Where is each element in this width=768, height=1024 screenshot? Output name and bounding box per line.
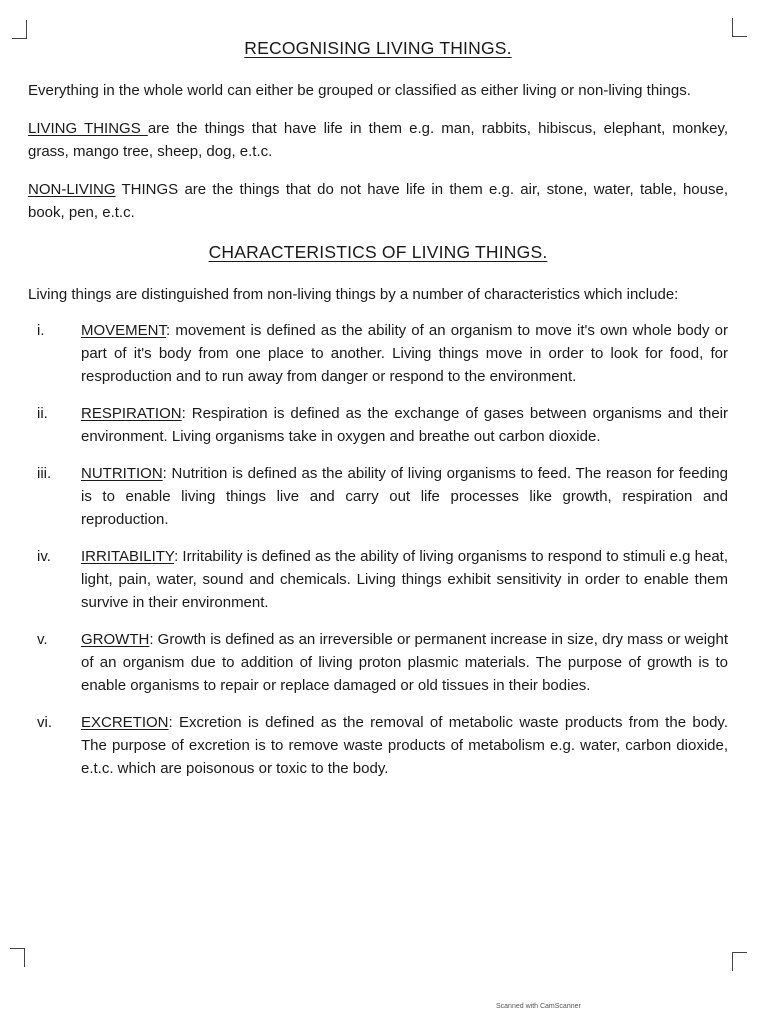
list-item-term: GROWTH [81, 631, 150, 648]
list-item-text: : Nutrition is defined as the ability of living organisms to feed. The reason for feeding is to enable living things live and carry out life processes like growth, respiration and reproduction. [81, 465, 728, 528]
list-item [28, 462, 728, 531]
list-item-body [81, 545, 728, 614]
list-item-body [81, 319, 728, 388]
living-things-text: are the things that have life in them e.g. man, rabbits, hibiscus, elephant, monkey, grass, mango tree, sheep, dog, e.t.c. [28, 120, 728, 160]
list-item-text: : Growth is defined as an irreversible or permanent increase in size, dry mass or weight of an organism due to addition of living proton plasmic materials. The purpose of growth is to enable organisms to repair or replace damaged or old tissues in their bodies. [81, 631, 728, 694]
section-heading: CHARACTERISTICS OF LIVING THINGS. [208, 242, 548, 262]
living-things-paragraph [28, 117, 728, 163]
scanner-watermark: Scanned with CamScanner [496, 1003, 581, 1010]
list-item-term: MOVEMENT [81, 322, 167, 339]
list-item-term: RESPIRATION [81, 405, 182, 422]
corner-mark-top-right [732, 18, 747, 37]
list-item-term: IRRITABILITY [81, 548, 175, 565]
characteristics-intro: Living things are distinguished from non-living things by a number of characteristics which include: [28, 286, 679, 303]
list-item-text: : movement is defined as the ability of an organism to move it's own whole body or part of it's body from one place to another. Living things move in order to look for food, for resproduction and to run away from danger or respond to the environment. [81, 322, 728, 385]
corner-mark-bottom-left [10, 948, 25, 967]
list-item [28, 545, 728, 614]
characteristics-list [28, 319, 728, 780]
list-item-body [81, 462, 728, 531]
list-item [28, 711, 728, 780]
list-item-number: v. [37, 631, 48, 648]
non-living-text: THINGS are the things that do not have life in them e.g. air, stone, water, table, house, book, pen, e.t.c. [28, 181, 728, 221]
list-item-term: EXCRETION [81, 714, 169, 731]
list-item-body [81, 711, 728, 780]
list-item-text: : Respiration is defined as the exchange of gases between organisms and their environment. Living organisms take in oxygen and breathe out carbon dioxide. [81, 405, 728, 445]
corner-mark-top-left [12, 20, 27, 39]
list-item-body [81, 402, 728, 448]
corner-mark-bottom-right [732, 952, 747, 971]
non-living-things-paragraph [28, 178, 728, 224]
list-item-body [81, 628, 728, 697]
list-item-number: ii. [37, 405, 48, 422]
list-item-text: : Excretion is defined as the removal of metabolic waste products from the body. The purpose of excretion is to remove waste products of metabolism e.g. water, carbon dioxide, e.t.c. which are poisonous or toxic to the body. [81, 714, 728, 777]
intro-paragraph: Everything in the whole world can either be grouped or classified as either living or non-living things. [28, 82, 691, 99]
list-item-number: iii. [37, 465, 52, 482]
list-item-number: iv. [37, 548, 51, 565]
page-title: RECOGNISING LIVING THINGS. [244, 38, 512, 58]
non-living-term: NON-LIVING [28, 181, 116, 198]
list-item [28, 319, 728, 388]
list-item [28, 402, 728, 448]
list-item-text: : Irritability is defined as the ability of living organisms to respond to stimuli e.g heat, light, pain, water, sound and chemicals. Living things exhibit sensitivity in order to enable them survive in their environment. [81, 548, 728, 611]
list-item-term: NUTRITION [81, 465, 163, 482]
list-item-number: i. [37, 322, 45, 339]
list-item-number: vi. [37, 714, 52, 731]
document-page [28, 38, 728, 794]
list-item [28, 628, 728, 697]
living-things-term: LIVING THINGS [28, 120, 148, 137]
